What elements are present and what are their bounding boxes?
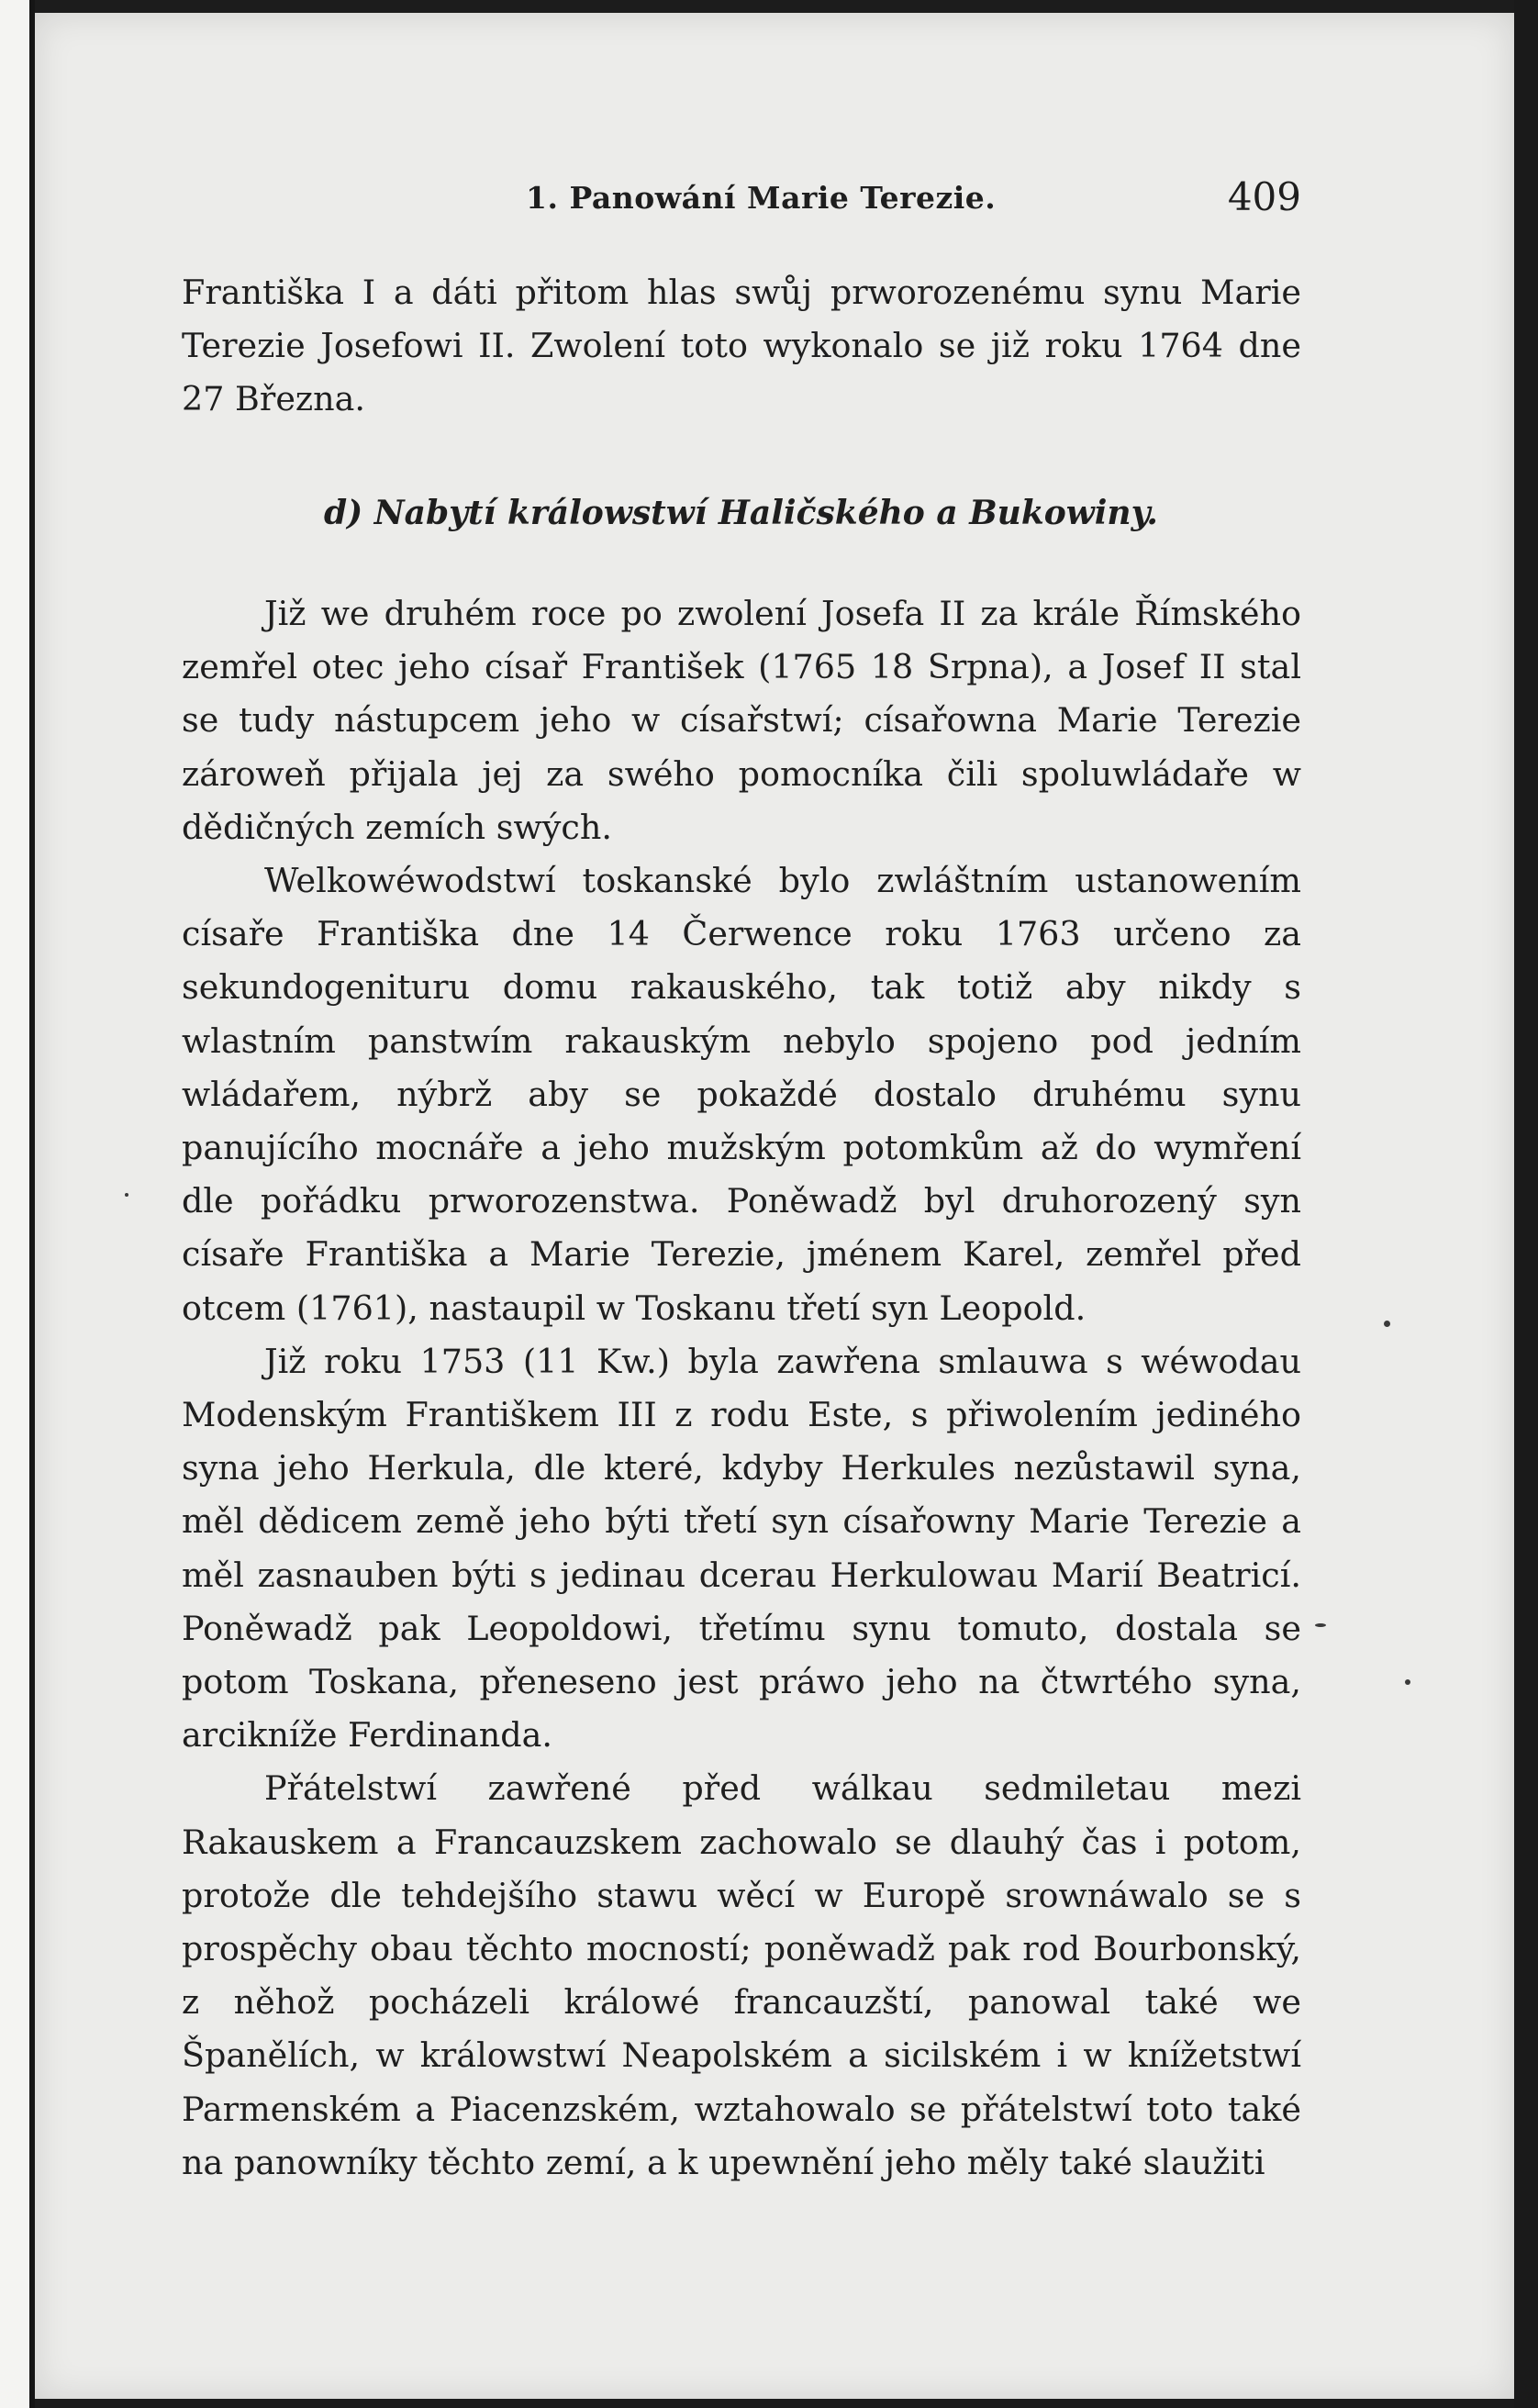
body-paragraph: Již we druhém roce po zwolení Josefa II za krále Římského zemřel otec jeho císař František (1765 18 Srpna), a Josef II stal se tudy nástupcem jeho w císařstwí; císařowna Marie Terezie zároweň přijala jej za swého pomocníka čili spoluwládaře w dědičných zemích swých. [182, 594, 1301, 847]
running-head: 1. Panowání Marie Terezie. [526, 180, 997, 216]
body-paragraph: Přátelstwí zawřené před wálkau sedmiletau mezi Rakauskem a Francauzskem zachowalo se dlauhý čas i potom, protože dle tehdejšího stawu wěcí w Europě srownáwalo se s prospěchy obau těchto mocností; poněwadž pak rod Bourbonský, z něhož pocházeli králowé francauzští, panowal také we Španělích, w králowstwí Neapolském a sicilském i w knížetstwí Parmenském a Piacenzském, wztahowalo se přátelstwí toto také na panowníky těchto zemí, a k upewnění jeho měly také slaužiti [182, 1768, 1301, 2182]
scan-speck [1405, 1679, 1410, 1685]
body-paragraph: Již roku 1753 (11 Kw.) byla zawřena smlauwa s wéwodau Modenským Františkem III z rodu Este, s přiwolením jediného syna jeho Herkula, dle které, kdyby Herkules nezůstawil syna, měl dědicem země jeho býti třetí syn císařowny Marie Terezie a měl zasnauben býti s jedinau dcerau Herkulowau Marií Beatricí. Poněwadž pak Leopoldowi, třetímu synu tomuto, dostala se potom Toskana, přeneseno jest práwo jeho na čtwrtého syna, arcikníže Ferdinanda. [182, 1341, 1301, 1756]
opening-paragraph-block [182, 266, 1301, 427]
page-number: 409 [1227, 174, 1301, 219]
scan-right-edge [1514, 0, 1538, 2408]
body-paragraph: Welkowéwodstwí toskanské bylo zwláštním ustanowením císaře Františka dne 14 Čerwence roku 1763 určeno za sekundogenituru domu rakauského, tak totiž aby nikdy s wlastním panstwím rakauským nebylo spojeno pod jedním wládařem, nýbrž aby se pokaždé dostalo druhému synu panujícího mocnáře a jeho mužským potomkům až do wymření dle pořádku prworozenstwa. Poněwadž byl druhorozený syn císaře Františka a Marie Terezie, jménem Karel, zemřel před otcem (1761), nastaupil w Toskanu třetí syn Leopold. [182, 861, 1301, 1328]
scan-speck [1315, 1623, 1326, 1627]
section-heading: d) Nabytí králowstwí Haličského a Bukowiny. [324, 494, 1158, 532]
page-header [182, 174, 1301, 226]
opening-paragraph: Františka I a dáti přitom hlas swůj prworozenému synu Marie Terezie Josefowi II. Zwolení toto wykonalo se již roku 1764 dne 27 Března. [182, 273, 1301, 419]
scan-speck [125, 1193, 128, 1197]
scan-speck [1384, 1321, 1390, 1327]
body-text [182, 587, 1301, 2190]
previous-page-edge [0, 0, 35, 2408]
